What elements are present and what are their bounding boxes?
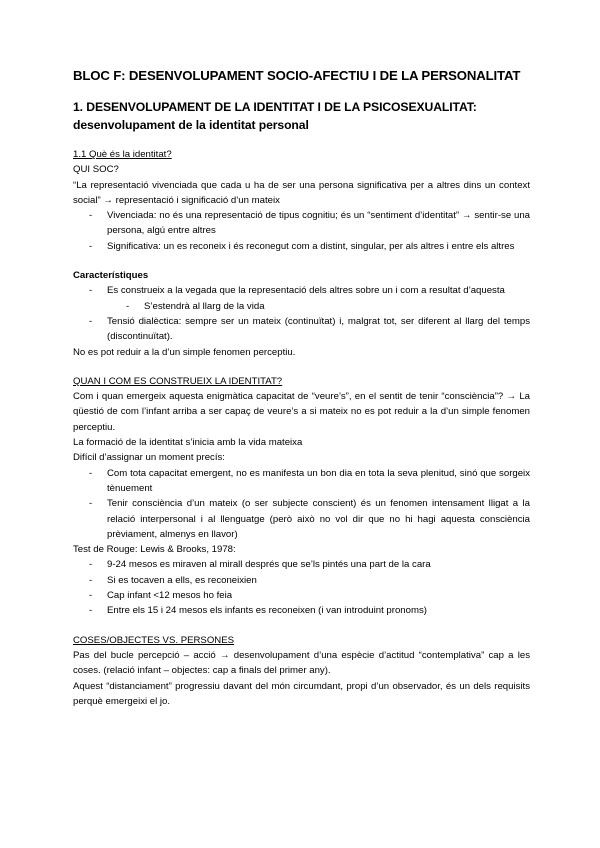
- section-1-heading-bold: 1. DESENVOLUPAMENT DE LA IDENTITAT I DE LA PSICOSEXUALITAT:: [73, 100, 477, 114]
- list-item: - Entre els 15 i 24 mesos els infants es reconeixen (i van introduint pronoms): [89, 605, 427, 617]
- list-item-text: Cap infant <12 mesos ho feia: [107, 590, 233, 602]
- list-item: - Es construeix a la vegada que la representació dels altres sobre un i com a resultat d’aquesta: [89, 285, 505, 297]
- sub-list-item: - S’estendrà al llarg de la vida: [126, 300, 265, 312]
- quan-i-com-heading: QUAN I COM ES CONSTRUEIX LA IDENTITAT?: [73, 375, 283, 387]
- list-item: - Tenir consciència d’un mateix (o ser subjecte conscient) és un fenomen intensament lligat a la relació interpersonal i al llenguatge (però això no vol dir que no hi hagi aquesta consciència prèviament, almenys en llavor): [89, 498, 530, 540]
- coses-heading: COSES/OBJECTES VS. PERSONES: [73, 634, 235, 646]
- list-item: - Vivenciada: no és una representació de tipus cognitiu; és un “sentiment d’identitat” → sentir-se una persona, algú entre altres: [89, 210, 530, 237]
- list-item: - Tensió dialèctica: sempre ser un mateix (continuïtat) i, malgrat tot, ser diferent al llarg del temps (discontinuïtat).: [89, 315, 530, 343]
- list-item-text: Si es tocaven a ells, es reconeixien: [107, 574, 257, 586]
- quan-paragraph-1: Com i quan emergeix aquesta enigmàtica capacitat de “veure’s”, en el sentit de tenir “consciència”? → La qüestió de com l’infant arriba a ser capaç de veure’s a si mateix no es pot reduir a la d’un simple fenomen perceptiu.: [73, 391, 530, 433]
- list-item-text: Com tota capacitat emergent, no es manifesta un bon dia en tota la seva plenitud, sinó que sorgeix tènuement: [107, 467, 530, 494]
- sub-list-item-text: S’estendrà al llarg de la vida: [144, 300, 265, 312]
- list-item-text: 9-24 mesos es miraven al mirall després que se’ls pintés una part de la cara: [107, 559, 431, 571]
- qui-soc-label: QUI SOC?: [73, 164, 119, 176]
- list-item-text: Significativa: un es reconeix i és reconegut com a distint, singular, per als altres i entre els altres: [107, 240, 515, 252]
- list-item-text: Tensió dialèctica: sempre ser un mateix (continuïtat) i, malgrat tot, ser diferent al llarg del temps (discontinuïtat).: [107, 315, 530, 343]
- coses-paragraph-1: Pas del bucle percepció – acció → desenvolupament d’una espècie d’actitud “contemplativa” cap a les coses. (relació infant – objectes: cap a finals del primer any).: [73, 649, 530, 677]
- quan-paragraph-3: Difícil d’assignar un moment precís:: [73, 452, 225, 464]
- list-item: - Cap infant <12 mesos ho feia: [89, 590, 233, 602]
- identity-definition-quote: “La representació vivenciada que cada u ha de ser una persona significativa per a altres dins un context social” → representació i significació d’un mateix: [73, 179, 530, 206]
- list-item-text: Es construeix a la vegada que la representació dels altres sobre un i com a resultat d’aquesta: [107, 285, 505, 297]
- characteristics-note: No es pot reduir a la d’un simple fenomen perceptiu.: [73, 346, 296, 358]
- subsection-1-1-heading: 1.1 Què és la identitat?: [73, 149, 172, 160]
- section-1-heading-rest: desenvolupament de la identitat personal: [73, 118, 309, 132]
- rouge-test-label: Test de Rouge: Lewis & Brooks, 1978:: [73, 544, 236, 556]
- characteristics-heading: Característiques: [73, 270, 149, 282]
- list-item: - Com tota capacitat emergent, no es manifesta un bon dia en tota la seva plenitud, sinó que sorgeix tènuement: [89, 467, 530, 494]
- document-page: [73, 62, 530, 709]
- coses-paragraph-2: Aquest “distanciament” progressiu davant del món circumdant, propi d’un observador, és un dels requisits perquè emergeixi el jo.: [73, 680, 530, 707]
- list-item: - Significativa: un es reconeix i és reconegut com a distint, singular, per als altres i entre els altres: [89, 240, 515, 252]
- document-title: BLOC F: DESENVOLUPAMENT SOCIO-AFECTIU I DE LA PERSONALITAT: [73, 68, 521, 83]
- section-1-heading: [73, 98, 530, 134]
- quan-paragraph-2: La formació de la identitat s’inicia amb la vida mateixa: [73, 437, 303, 449]
- list-item: - 9-24 mesos es miraven al mirall després que se’ls pintés una part de la cara: [89, 559, 431, 571]
- list-item-text: Tenir consciència d’un mateix (o ser subjecte conscient) és un fenomen intensament lligat a la relació interpersonal i al llenguatge (però això no vol dir que no hi hagi aquesta consciència prèviament, almenys en llavor): [107, 498, 530, 540]
- list-item: - Si es tocaven a ells, es reconeixien: [89, 574, 257, 586]
- list-item-text: Vivenciada: no és una representació de tipus cognitiu; és un “sentiment d’identitat” → sentir-se una persona, algú entre altres: [107, 210, 530, 237]
- list-item-text: Entre els 15 i 24 mesos els infants es reconeixen (i van introduint pronoms): [107, 605, 427, 617]
